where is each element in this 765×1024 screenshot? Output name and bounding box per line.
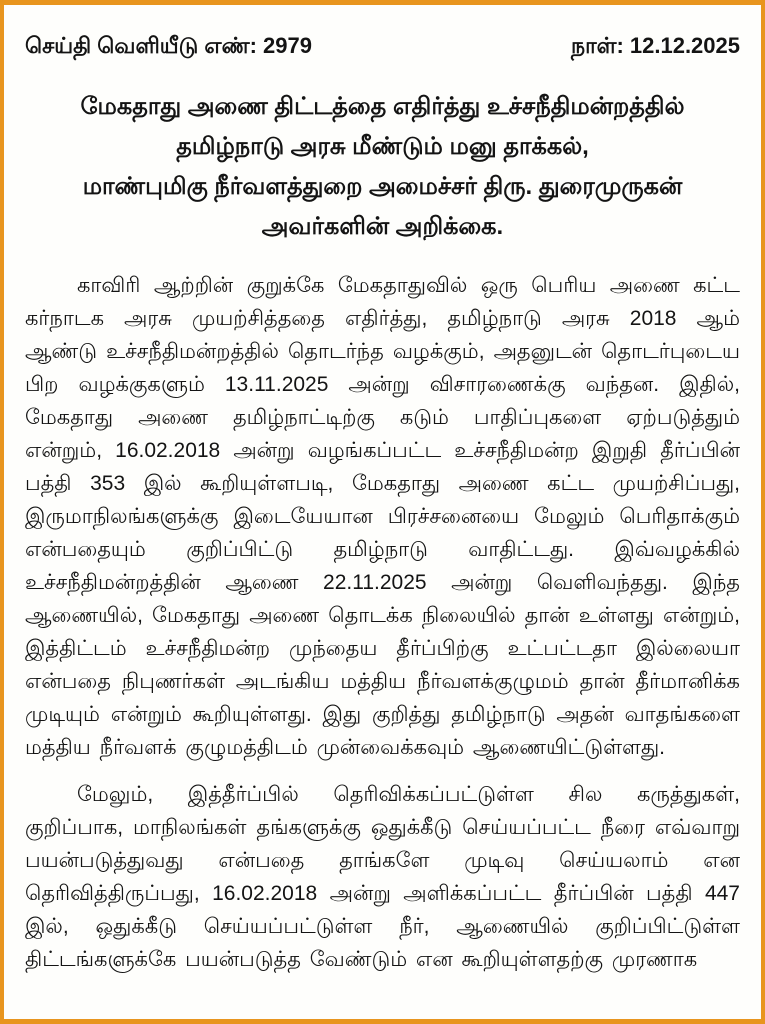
document-body	[25, 269, 740, 976]
paragraph-1: காவிரி ஆற்றின் குறுக்கே மேகதாதுவில் ஒரு பெரிய அணை கட்ட கர்நாடக அரசு முயற்சித்ததை எதிர்த்து, தமிழ்நாடு அரசு 2018 ஆம் ஆண்டு உச்சநீதிமன்றத்தில் தொடர்ந்த வழக்கும், அதனுடன் தொடர்புடைய பிற வழக்குகளும் 13.11.2025 அன்று விசாரணைக்கு வந்தன. இதில், மேகதாது அணை தமிழ்நாட்டிற்கு கடும் பாதிப்புகளை ஏற்படுத்தும் என்றும், 16.02.2018 அன்று வழங்கப்பட்ட உச்சநீதிமன்ற இறுதி தீர்ப்பின் பத்தி 353 இல் கூறியுள்ளபடி, மேகதாது அணை கட்ட முயற்சிப்பது, இருமாநிலங்களுக்கு இடையேயான பிரச்சனையை மேலும் பெரிதாக்கும் என்பதையும் குறிப்பிட்டு தமிழ்நாடு வாதிட்டது. இவ்வழக்கில் உச்சநீதிமன்றத்தின் ஆணை 22.11.2025 அன்று வெளிவந்தது. இந்த ஆணையில், மேகதாது அணை தொடக்க நிலையில் தான் உள்ளது என்றும், இத்திட்டம் உச்சநீதிமன்ற முந்தைய தீர்ப்பிற்கு உட்பட்டதா இல்லையா என்பதை நிபுணர்கள் அடங்கிய மத்திய நீர்வளக்குழுமம் தான் தீர்மானிக்க முடியும் என்றும் கூறியுள்ளது. இது குறித்து தமிழ்நாடு அதன் வாதங்களை மத்திய நீர்வளக் குழுமத்திடம் முன்வைக்கவும் ஆணையிட்டுள்ளது.	[25, 274, 740, 760]
title-line-2: தமிழ்நாடு அரசு மீண்டும் மனு தாக்கல்,	[176, 133, 589, 161]
title-line-3: மாண்புமிகு நீர்வளத்துறை அமைச்சர் திரு. துரைமுருகன்	[82, 173, 683, 201]
document-header	[25, 33, 740, 59]
title-line-4: அவர்களின் அறிக்கை.	[261, 213, 504, 241]
title-line-1: மேகதாது அணை திட்டத்தை எதிர்த்து உச்சநீதிமன்றத்தில்	[80, 93, 685, 121]
paragraph-2: மேலும், இத்தீர்ப்பில் தெரிவிக்கப்பட்டுள்ள சில கருத்துகள், குறிப்பாக, மாநிலங்கள் தங்களுக்கு ஒதுக்கீடு செய்யப்பட்ட நீரை எவ்வாறு பயன்படுத்துவது என்பதை தாங்களே முடிவு செய்யலாம் என தெரிவித்திருப்பது, 16.02.2018 அன்று அளிக்கப்பட்ட தீர்ப்பின் பத்தி 447 இல், ஒதுக்கீடு செய்யப்பட்டுள்ள நீர், ஆணையில் குறிப்பிட்டுள்ள திட்டங்களுக்கே பயன்படுத்த வேண்டும் என கூறியுள்ளதற்கு முரணாக	[25, 783, 740, 972]
release-number: செய்தி வெளியீடு எண்: 2979	[25, 33, 312, 58]
document-title	[25, 87, 740, 247]
release-date: நாள்: 12.12.2025	[570, 33, 740, 58]
